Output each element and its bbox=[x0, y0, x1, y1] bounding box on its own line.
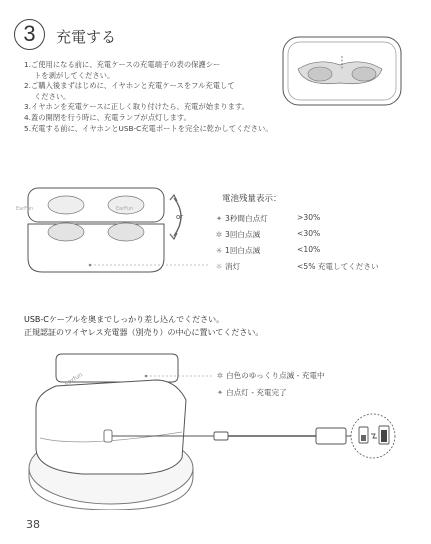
instruction-line: ください。 bbox=[34, 91, 71, 101]
blink-3s-icon: ✦ bbox=[215, 214, 223, 223]
battery-row bbox=[213, 229, 321, 240]
step-number-badge: 3 bbox=[14, 19, 45, 50]
instruction-line: 5.充電する前に、イヤホンとUSB-C充電ポートを完全に乾かしてください。 bbox=[24, 123, 273, 133]
page-title: 充電する bbox=[56, 28, 117, 46]
battery-legend-title: 電池残量表示： bbox=[222, 194, 282, 204]
battery-row-label: 1回白点滅 bbox=[225, 246, 261, 255]
instruction-line: トを剥がしてください。 bbox=[34, 70, 115, 80]
blink-1x-icon: ✳ bbox=[215, 246, 223, 255]
blink-3x-icon: ✲ bbox=[215, 230, 223, 239]
battery-row-value: >30% bbox=[297, 213, 321, 222]
page-number: 38 bbox=[26, 518, 40, 531]
charging-instruction-line: USB-Cケーブルを奥までしっかり差し込んでください。 bbox=[24, 315, 225, 324]
or-label: or bbox=[176, 213, 184, 221]
instruction-line: 4.蓋の開閉を行う時に、充電ランプが点灯します。 bbox=[24, 112, 191, 122]
battery-row bbox=[213, 261, 379, 272]
battery-row bbox=[213, 245, 321, 256]
instruction-line: 2.ご購入後まずはじめに、イヤホンと充電ケースをフル充電して bbox=[24, 81, 235, 91]
battery-row-label: 3回白点滅 bbox=[225, 230, 261, 239]
light-off-icon: ☼ bbox=[215, 262, 223, 271]
battery-row-value: <30% bbox=[297, 229, 321, 238]
brand-label-left: EarFun bbox=[16, 206, 34, 212]
instruction-list bbox=[24, 60, 284, 134]
case-with-earbuds-illustration bbox=[24, 186, 212, 276]
battery-row-value: <10% bbox=[297, 245, 321, 254]
instruction-line: 1.ご使用になる前に、充電ケースの充電端子の表の保護シー bbox=[24, 60, 221, 69]
charging-status-row bbox=[214, 387, 287, 398]
charging-instruction-line: 正規認証のワイヤレス充電器（別売り）の中心に置いてください。 bbox=[24, 327, 264, 337]
brand-label-case: earfun bbox=[63, 371, 84, 388]
slow-blink-icon: ✲ bbox=[216, 371, 224, 380]
brand-label-right: EarFun bbox=[116, 206, 134, 212]
battery-row-label: 3秒間白点灯 bbox=[225, 214, 268, 223]
charging-status-row bbox=[214, 370, 325, 381]
instruction-line: 3.イヤホンを充電ケースに正しく取り付けたら、充電が始まります。 bbox=[24, 102, 249, 112]
charging-status-label: 白色のゆっくり点滅 - 充電中 bbox=[226, 371, 325, 380]
battery-row bbox=[213, 213, 321, 224]
solid-light-icon: ✦ bbox=[216, 388, 224, 397]
charging-instructions bbox=[24, 314, 263, 339]
case-open-illustration bbox=[280, 34, 405, 109]
charging-status-label: 白点灯 - 充電完了 bbox=[226, 388, 287, 397]
battery-row-value: <5% 充電してください bbox=[297, 262, 379, 271]
battery-row-label: 消灯 bbox=[225, 262, 241, 271]
